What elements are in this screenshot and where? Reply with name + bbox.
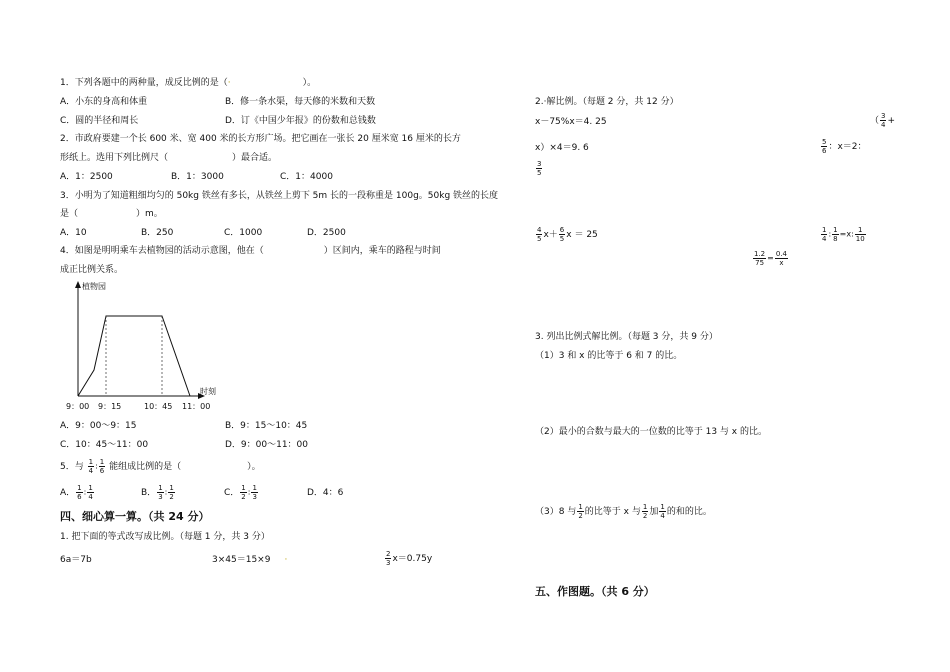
q4-option-a[interactable]: A．9：00～9：15 xyxy=(60,421,137,431)
q5-option-b[interactable]: B． $\frac{1}{3}$ : $\frac{1}{2}$ xyxy=(141,484,174,501)
q5-option-a[interactable]: A． $\frac{1}{6}$ : $\frac{1}{4}$ xyxy=(60,484,93,501)
q2-option-c[interactable]: C．1：4000 xyxy=(280,172,333,182)
r-eq6: $\frac{1.2}{75}$ = $\frac{0.4}{x}$ xyxy=(754,250,787,267)
q1-option-d[interactable]: D．订《中国少年报》的份数和总钱数 xyxy=(225,116,376,126)
tick-label-1100: 11：00 xyxy=(182,402,211,411)
route-line xyxy=(78,316,190,396)
r-sub1: （1）3 和 x 的比等于 6 和 7 的比。 xyxy=(535,351,683,361)
q3-option-a[interactable]: A．10 xyxy=(60,228,87,238)
section4-title: 四、细心算一算。（共 24 分） xyxy=(60,510,210,523)
r-sub3: （3）8 与 $\frac{1}{2}$ 的比等于 x 与 $\frac{1}{2}$ 加 $\frac{1}{4}$ 的和的比。 xyxy=(535,503,712,520)
r-eq5: $\frac{1}{4}$ : $\frac{1}{8}$ =x: $\frac{1}{10}$ xyxy=(822,226,865,243)
q2-line2: 形纸上。选用下列比例尺（ ）最合适。 xyxy=(60,153,278,163)
q4-line2: 成正比例关系。 xyxy=(60,265,124,275)
r-eq2-head: （ $\frac{3}{4}$ + xyxy=(870,112,896,129)
y-axis-label: 植物园 xyxy=(82,282,106,291)
tick-label-1045: 10：45 xyxy=(144,402,173,411)
q3-option-d[interactable]: D．2500 xyxy=(307,228,346,238)
r-eq1: x－75%x＝4. 25 xyxy=(535,117,607,127)
s4-eq1: 6a＝7b xyxy=(60,555,92,565)
s4-eq3: $\frac{2}{3}$ x＝0.75y xyxy=(386,550,433,567)
r-eq2-line2: x）×4＝9. 6 xyxy=(535,143,589,153)
y-axis-arrow xyxy=(75,281,81,288)
tick-label-900: 9：00 xyxy=(66,402,90,411)
q4-option-c[interactable]: C．10：45～11：00 xyxy=(60,440,149,450)
section4-p1: 1. 把下面的等式改写成比例。（每题 1 分，共 3 分） xyxy=(60,532,270,542)
q2-option-b[interactable]: B．1：3000 xyxy=(171,172,224,182)
q4-line1: 4．如图是明明乘车去植物园的活动示意图，他在（ ）区间内，乘车的路程与时间 xyxy=(60,246,441,256)
q2-option-a[interactable]: A．1：2500 xyxy=(60,172,113,182)
r-eq4: $\frac{4}{5}$ x＋ $\frac{6}{5}$ x ＝ 25 xyxy=(537,226,598,243)
right-p3: 3. 列出比例式解比例。（每题 3 分，共 9 分） xyxy=(535,332,718,342)
q1-option-b[interactable]: B．修一条水渠，每天修的米数和天数 xyxy=(225,97,376,107)
q4-option-d[interactable]: D．9：00～11：00 xyxy=(225,440,309,450)
q5-option-d[interactable]: D．4：6 xyxy=(307,488,344,498)
right-p2: 2.·解比例。（每题 2 分，共 12 分） xyxy=(535,97,679,107)
section5-title: 五、作图题。（共 6 分） xyxy=(535,585,655,598)
q3-option-b[interactable]: B．250 xyxy=(141,228,174,238)
q5-stem: 5．与 $\frac{1}{4}$ : $\frac{1}{6}$ 能组成比例的是（ ）。 xyxy=(60,458,261,475)
q2-line1: 2．市政府要建一个长 600 米、宽 400 米的长方形广场。把它画在一张长 20 厘米宽 16 厘米的长方 xyxy=(60,134,461,144)
q5-option-c[interactable]: C． $\frac{1}{2}$ : $\frac{1}{3}$ xyxy=(224,484,257,501)
q1-option-c[interactable]: C．圆的半径和周长 xyxy=(60,116,139,126)
r-eq3-tail: $\frac{3}{5}$ xyxy=(537,160,542,177)
q1-option-a[interactable]: A．小东的身高和体重 xyxy=(60,97,148,107)
q4-option-b[interactable]: B．9：15～10：45 xyxy=(225,421,308,431)
q3-option-c[interactable]: C．1000 xyxy=(224,228,263,238)
q1-stem: 1．下列各题中的两种量，成反比例的是（· ）。 xyxy=(60,78,317,88)
s4-eq2: 3×45＝15×9 · xyxy=(212,555,288,565)
q4-chart xyxy=(58,278,228,416)
x-axis-label: 时刻 xyxy=(200,387,216,396)
r-eq3: $\frac{5}{6}$ ：x＝2： xyxy=(822,138,867,155)
tick-label-915: 9：15 xyxy=(98,402,122,411)
q3-line1: 3．小明为了知道粗细均匀的 50kg 铁丝有多长，从铁丝上剪下 5m 长的一段称重是 100g。50kg 铁丝的长度 xyxy=(60,191,499,201)
r-sub2: （2）最小的合数与最大的一位数的比等于 13 与 x 的比。 xyxy=(535,427,767,437)
q3-line2: 是（ ）m。 xyxy=(60,209,163,219)
